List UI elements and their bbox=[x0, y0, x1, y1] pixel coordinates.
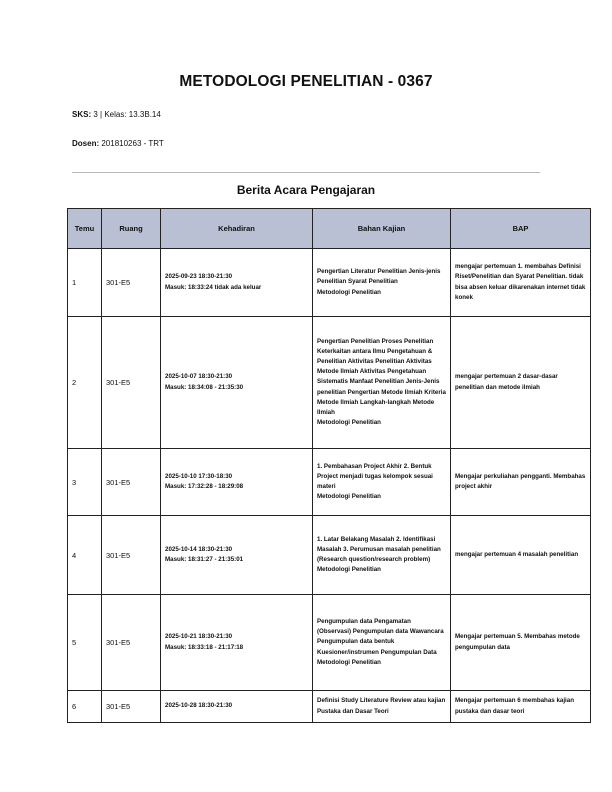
table-row bbox=[68, 249, 591, 317]
sks-line bbox=[72, 110, 161, 119]
bahan-kajian-cell: Pengertian Literatur Penelitian Jenis-jenis Penelitian Syarat Penelitian Metodologi Penelitian bbox=[317, 268, 441, 296]
kehadiran-cell: 2025-10-21 18:30-21:30 Masuk: 18:33:18 - 21:17:18 bbox=[165, 633, 244, 651]
bahan-kajian-cell: Definisi Study Literature Review atau kajian Pustaka dan Dasar Teori bbox=[317, 697, 446, 715]
table-row bbox=[68, 595, 591, 691]
header-temu: Temu bbox=[68, 209, 102, 249]
temu-cell: 5 bbox=[68, 595, 102, 691]
dosen-value: 201810263 - TRT bbox=[101, 139, 164, 148]
temu-cell: 4 bbox=[68, 516, 102, 595]
temu-cell: 2 bbox=[68, 317, 102, 449]
bap-cell: mengajar pertemuan 1. membahas Definisi Riset/Penelitian dan Syarat Penelitian. tidak bisa absen keluar dikarenakan internet tidak konek bbox=[455, 263, 586, 301]
ruang-cell: 301-E5 bbox=[102, 691, 161, 723]
temu-cell: 3 bbox=[68, 449, 102, 516]
bap-table bbox=[67, 208, 591, 723]
bap-cell: mengajar pertemuan 4 masalah penelitian bbox=[455, 550, 579, 558]
bahan-kajian-cell: Pengertian Penelitian Proses Penelitian Keterkaitan antara Ilmu Pengetahuan & Penelitian Aktivitas Penelitian Aktivitas Metode Ilmiah Aktivitas Pengetahuan Sistematis Manfaat Penelitian Jenis-Jenis penelitian Pengertian Metode Ilmiah Kriteria Metode Ilmiah Langkah-langkah Metode Ilmiah Metodologi Penelitian bbox=[317, 337, 446, 427]
dosen-line bbox=[72, 139, 164, 148]
ruang-cell: 301-E5 bbox=[102, 595, 161, 691]
kehadiran-cell: 2025-09-23 18:30-21:30 Masuk: 18:33:24 tidak ada keluar bbox=[165, 273, 262, 291]
table-header-row bbox=[68, 209, 591, 249]
bahan-kajian-cell: 1. Pembahasan Project Akhir 2. Bentuk Project menjadi tugas kelompok sesuai materi Metodologi Penelitian bbox=[317, 462, 433, 501]
kehadiran-cell: 2025-10-10 17:30-18:30 Masuk: 17:32:28 - 18:29:08 bbox=[165, 472, 244, 490]
header-kehadiran: Kehadiran bbox=[161, 209, 313, 249]
ruang-cell: 301-E5 bbox=[102, 317, 161, 449]
temu-cell: 6 bbox=[68, 691, 102, 723]
bahan-kajian-cell: 1. Latar Belakang Masalah 2. Identifikasi Masalah 3. Perumusan masalah penelitian (Research question/research problem) Metodologi Penelitian bbox=[317, 535, 441, 574]
kehadiran-cell: 2025-10-07 18:30-21:30 Masuk: 18:34:08 - 21:35:30 bbox=[165, 373, 244, 391]
ruang-cell: 301-E5 bbox=[102, 449, 161, 516]
bap-cell: Mengajar pertemuan 5. Membahas metode pengumpulan data bbox=[455, 633, 580, 651]
table-row bbox=[68, 317, 591, 449]
dosen-label: Dosen: bbox=[72, 139, 100, 148]
bahan-kajian-cell: Pengumpulan data Pengamatan (Observasi) Pengumpulan data Wawancara Pengumpulan data bentuk Kuesioner/instrumen Pengumpulan Data Metodologi Penelitian bbox=[317, 617, 444, 666]
bap-cell: mengajar pertemuan 2 dasar-dasar penelitian dan metode ilmiah bbox=[455, 373, 558, 391]
kehadiran-cell: 2025-10-14 18:30-21:30 Masuk: 18:31:27 - 21:35:01 bbox=[165, 545, 244, 563]
ruang-cell: 301-E5 bbox=[102, 249, 161, 317]
header-ruang: Ruang bbox=[102, 209, 161, 249]
sks-label: SKS: bbox=[72, 110, 92, 119]
bap-cell: Mengajar perkuliahan pengganti. Membahas project akhir bbox=[455, 472, 586, 490]
bap-cell: Mengajar pertemuan 6 membahas kajian pustaka dan dasar teori bbox=[455, 697, 574, 715]
section-title: Berita Acara Pengajaran bbox=[236, 183, 376, 197]
kehadiran-cell: 2025-10-28 18:30-21:30 bbox=[165, 702, 233, 710]
table-row bbox=[68, 516, 591, 595]
temu-cell: 1 bbox=[68, 249, 102, 317]
header-bahan-kajian: Bahan Kajian bbox=[313, 209, 451, 249]
ruang-cell: 301-E5 bbox=[102, 516, 161, 595]
divider bbox=[72, 172, 540, 173]
table-row bbox=[68, 449, 591, 516]
header-bap: BAP bbox=[451, 209, 591, 249]
page-title: METODOLOGI PENELITIAN - 0367 bbox=[179, 73, 433, 90]
sks-value: 3 | Kelas: 13.3B.14 bbox=[93, 110, 161, 119]
table-row bbox=[68, 691, 591, 723]
